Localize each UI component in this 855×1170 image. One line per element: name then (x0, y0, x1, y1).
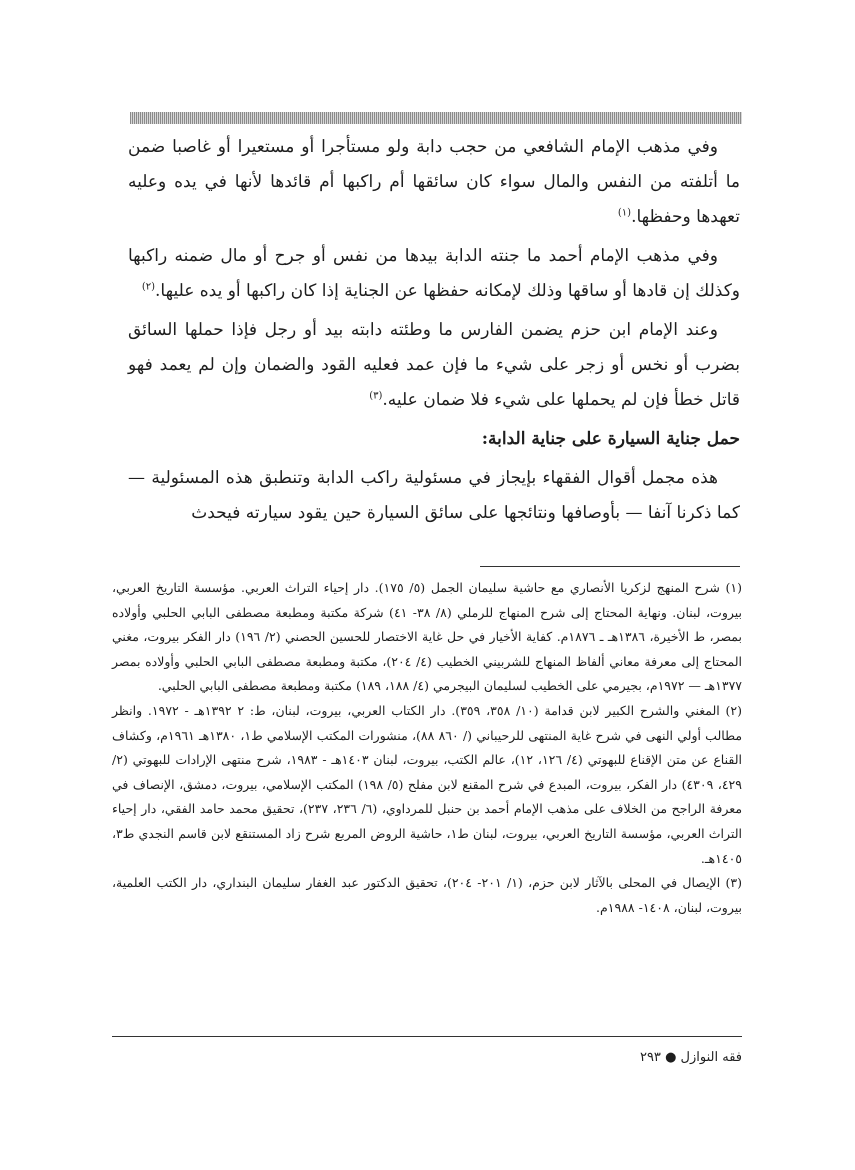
bullet-icon: ● (665, 1050, 677, 1065)
paragraph-text: وعند الإمام ابن حزم يضمن الفارس ما وطئته دابته بيد أو رجل فإذا حملها السائق بضرب أو نخس أو زجر على شيء ما فإن عمد فعليه القود والضمان وإن لم يعمد فهو قاتل خطأ فإن لم يحملها على شيء فلا ضمان عليه. (128, 320, 740, 410)
book-title: فقه النوازل (680, 1050, 742, 1065)
footnote-divider (480, 566, 740, 567)
paragraph-closing: هذه مجمل أقوال الفقهاء بإيجاز في مسئولية راكب الدابة وتنطبق هذه المسئولية — كما ذكرنا آنفا — بأوصافها ونتائجها على سائق السيارة حين يقود سيارته فيحدث (128, 468, 740, 523)
header-hatched-rule (130, 112, 742, 124)
footnote-ref[interactable]: (١) (617, 207, 632, 219)
footnote-ref[interactable]: (٣) (369, 390, 383, 402)
paragraph-ahmad (128, 239, 740, 309)
footnotes (112, 576, 742, 920)
paragraph-ibn-hazm (128, 313, 740, 418)
paragraph-text: وفي مذهب الإمام الشافعي من حجب دابة ولو مستأجرا أو مستعيرا أو غاصبا ضمن ما أتلفته من النفس والمال سواء كان سائقها أم راكبها أم قائدها لأنها في يده وعليه تعهدها وحفظها. (128, 137, 740, 227)
footnote-ref[interactable]: (٢) (141, 281, 156, 293)
footnote-item: (١) شرح المنهج لزكريا الأنصاري مع حاشية سليمان الجمل (٥/ ١٧٥). دار إحياء التراث العربي. مؤسسة التاريخ العربي، بيروت، لبنان. ونهاية المحتاج إلى شرح المنهاج للرملي (٨/ ٣٨- ٤١) شركة مكتبة ومطبعة مصطفى البابي الحلبي وأولاده بمصر، ط الأخيرة، ١٣٨٦هـ ـ ١٨٧٦م. كفاية الأخيار في حل غاية الاختصار للحسين الحصني (٢/ ١٩٦) دار الفكر بيروت، مغني المحتاج إلى معرفة معاني ألفاظ المنهاج للشربيني الخطيب (٤/ ٢٠٤)، مكتبة ومطبعة مصطفى البابي الحلبي وأولاده بمصر ١٣٧٧هـ — ١٩٧٢م، بجيرمي على الخطيب لسليمان البيجرمي (٤/ ١٨٨، ١٨٩) مكتبة ومطبعة مصطفى البابي الحلبي. (112, 580, 743, 694)
page-number: ٢٩٣ (639, 1050, 661, 1065)
main-text (128, 130, 740, 535)
footer-divider (112, 1036, 742, 1037)
footnote-item: (٣) الإيصال في المحلى بالآثار لابن حزم، (١/ ٢٠١- ٢٠٤)، تحقيق الدكتور عبد الغفار سليمان البنداري، دار الكتب العلمية، بيروت، لبنان، ١٤٠٨- ١٩٨٨م. (112, 875, 743, 915)
footnote-item: (٢) المغني والشرح الكبير لابن قدامة (١٠/ ٣٥٨، ٣٥٩). دار الكتاب العربي، بيروت، لبنان، ط: ٢ ١٣٩٢هـ - ١٩٧٢. وانظر مطالب أولي النهى في شرح غاية المنتهى للرحيباني (/ ٨٦٠ ٨٨)، منشورات المكتب الإسلامي ط١، ١٣٨٠هـ ١٩٦١م، وكشاف القناع عن متن الإقناع للبهوتي (٤/ ١٢٦، ١٢)، عالم الكتب، بيروت، لبنان ١٤٠٣هـ - ١٩٨٣، شرح منتهى الإرادات للبهوتي (٢/ ٤٢٩، ٤٣٠٩) دار الفكر، بيروت، المبدع في شرح المقنع لابن مفلح (٥/ ١٩٨) المكتب الإسلامي، بيروت، دمشق، الإنصاف في معرفة الراجح من الخلاف على مذهب الإمام أحمد بن حنبل للمرداوي، (٦/ ٢٣٦، ٢٣٧)، تحقيق محمد حامد الفقي، دار إحياء التراث العربي، مؤسسة التاريخ العربي، بيروت، لبنان ط١، حاشية الروض المربع شرح زاد المستنقع لابن قاسم النجدي ط٣، ١٤٠٥هـ. (112, 702, 743, 866)
paragraph-text: وفي مذهب الإمام أحمد ما جنته الدابة بيدها من نفس أو جرح أو مال ضمنه راكبها وكذلك إن قادها أو ساقها وذلك لإمكانه حفظها عن الجناية إذا كان راكبها أو يده عليها. (128, 246, 740, 301)
page-footer (112, 1050, 742, 1065)
paragraph-shafii (128, 130, 740, 235)
section-heading: حمل جناية السيارة على جناية الدابة: (481, 429, 740, 449)
